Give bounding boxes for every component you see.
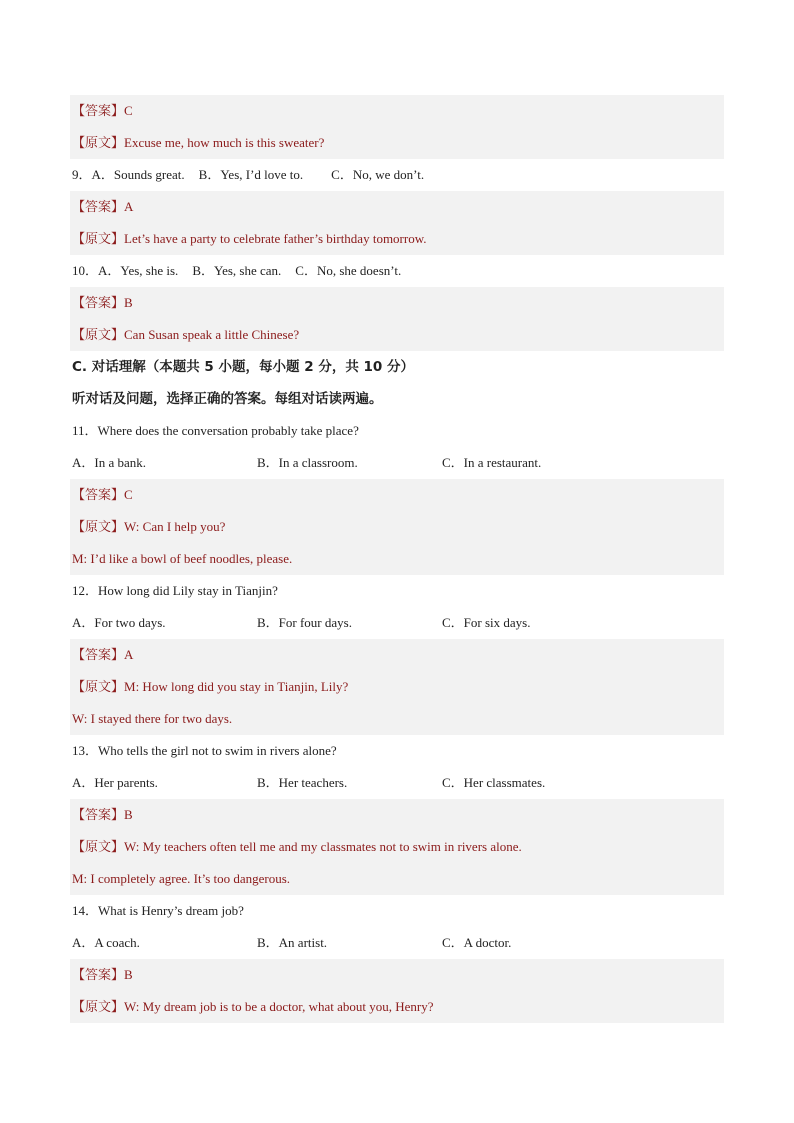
option-a: A．For two days. [72,615,166,630]
section-heading: C. 对话理解（本题共 5 小题，每小题 2 分，共 10 分） [72,359,415,375]
answer-tag: 【答案】 [72,647,125,662]
script-text: M: How long did you stay in Tianjin, Lily? [124,679,349,694]
answer-tag: 【答案】 [72,295,125,310]
script-line [70,127,724,159]
option-b: B．An artist. [257,935,328,950]
answer-tag: 【答案】 [72,199,125,214]
question-9-option-c: C．No, we don’t. [331,167,425,182]
script-tag: 【原文】 [72,679,125,694]
answer-line [70,191,724,223]
question-9 [70,159,724,191]
script-line-continued: W: I stayed there for two days. [70,703,724,735]
option-a: A．A coach. [72,935,140,950]
answer-letter: C [124,487,133,502]
answer-tag: 【答案】 [72,807,125,822]
exam-page [70,95,724,1023]
script-tag: 【原文】 [72,999,125,1014]
question-14-stem: 14．What is Henry’s dream job? [72,903,244,918]
option-a: A．Her parents. [72,775,158,790]
script-text: W: My dream job is to be a doctor, what about you, Henry? [124,999,434,1014]
question-9-option-a: 9．A．Sounds great. [72,167,185,182]
option-c: C．A doctor. [442,935,512,950]
answer-letter: B [124,295,133,310]
question-13-stem: 13．Who tells the girl not to swim in rivers alone? [72,743,337,758]
answer-line [70,639,724,671]
question-11-stem: 11．Where does the conversation probably take place? [72,423,359,438]
answer-letter: A [124,199,134,214]
question-14-options [70,927,724,959]
answer-letter: A [124,647,134,662]
question-10 [70,255,724,287]
script-line-continued: M: I’d like a bowl of beef noodles, please. [70,543,724,575]
option-b: B．For four days. [257,615,352,630]
answer-letter: C [124,103,133,118]
question-12-options [70,607,724,639]
question-10-option-a: 10．A．Yes, she is. [72,263,179,278]
option-c: C．For six days. [442,615,531,630]
script-tag: 【原文】 [72,231,125,246]
option-c: C．In a restaurant. [442,455,542,470]
script-text: Can Susan speak a little Chinese? [124,327,300,342]
answer-tag: 【答案】 [72,967,125,982]
script-text: Excuse me, how much is this sweater? [124,135,325,150]
script-line [70,511,724,543]
option-b: B．In a classroom. [257,455,358,470]
script-text: W: My teachers often tell me and my classmates not to swim in rivers alone. [124,839,522,854]
answer-tag: 【答案】 [72,487,125,502]
answer-tag: 【答案】 [72,103,125,118]
script-line [70,831,724,863]
script-tag: 【原文】 [72,839,125,854]
script-tag: 【原文】 [72,519,125,534]
answer-line [70,287,724,319]
answer-letter: B [124,807,133,822]
script-tag: 【原文】 [72,327,125,342]
question-10-option-b: B．Yes, she can. [192,263,282,278]
script-text: W: Can I help you? [124,519,226,534]
script-line [70,671,724,703]
question-11-options [70,447,724,479]
script-line [70,991,724,1023]
question-9-option-b: B．Yes, I’d love to. [198,167,304,182]
answer-line [70,799,724,831]
answer-line [70,95,724,127]
question-12-stem: 12．How long did Lily stay in Tianjin? [72,583,278,598]
script-tag: 【原文】 [72,135,125,150]
script-line [70,223,724,255]
script-line [70,319,724,351]
script-line-continued: M: I completely agree. It’s too dangerous. [70,863,724,895]
option-a: A．In a bank. [72,455,147,470]
answer-line [70,479,724,511]
section-instruction: 听对话及问题，选择正确的答案。每组对话读两遍。 [72,391,383,407]
question-13-options [70,767,724,799]
option-b: B．Her teachers. [257,775,348,790]
answer-line [70,959,724,991]
script-text: Let’s have a party to celebrate father’s birthday tomorrow. [124,231,427,246]
option-c: C．Her classmates. [442,775,546,790]
question-10-option-c: C．No, she doesn’t. [295,263,402,278]
answer-letter: B [124,967,133,982]
